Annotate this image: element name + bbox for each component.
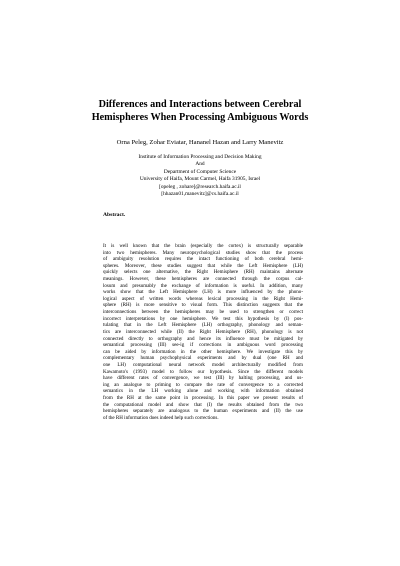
abstract-line: from the RH at the same point in processing. In this paper we present results of (103, 395, 303, 402)
abstract-line: tics are interconnected while (II) the Right Hemisphere (RH), phonology is not (103, 328, 303, 335)
abstract-line: quickly selects one alternative, the Right Hemisphere (RH) maintains alternate (103, 269, 303, 276)
abstract-line: incorrect interpretations by one hemisphere. We test this hypothesis by (I) pos- (103, 315, 303, 322)
affiliation-line: And (195, 161, 205, 168)
abstract-line: sphere (RH) is more sensitive to visual form. This distinction suggests that the (103, 302, 303, 309)
abstract-line: logical aspect of written words whereas lexical processing in the Right Hemi- (103, 295, 303, 302)
abstract-line: into two hemispheres. Many neuropsychological studies show that the process (103, 249, 303, 256)
abstract-line: ing an analogue to priming to compare the rate of convergence to a corrected (103, 381, 303, 388)
affiliation-line: Institute of Information Processing and Decision Making (138, 154, 262, 160)
abstract-line: It is well known that the brain (especially the cortex) is structurally separable (103, 243, 303, 249)
abstract-line: of the RH information does indeed help such corrections. (103, 414, 219, 421)
abstract-heading: Abstract. (103, 212, 126, 218)
abstract-line: the computational model and show that (I) the results obtained from the two (103, 401, 303, 408)
abstract-line: tulating that in the Left Hemisphere (LH) orthography, phonology and seman- (103, 322, 303, 329)
abstract-line: works show that the Left Hemisphere (LH) is more influenced by the phono- (103, 289, 303, 296)
abstract-line: complementary human psychophysical experiments and by dual (one RH and (103, 355, 303, 362)
title-line-1: Differences and Interactions between Cerebral (98, 99, 302, 110)
author-list: Orna Peleg, Zohar Eviatar, Hananel Hazan and Larry Manevitz (116, 139, 284, 146)
email-line: [opeleg , zohare]@research.haifa.ac.il (159, 183, 241, 190)
abstract-line: have different rates of convergence, we test (III) by halting processing, and us- (103, 375, 303, 382)
abstract-line: one LH) computational neural network model architecturally modified from (103, 361, 303, 368)
abstract-line: Kawamoto's (1993) model to follow our hypothesis. Since the different models (103, 368, 303, 375)
abstract-line: can be aided by information in the other hemisphere. We investigate this by (103, 348, 303, 355)
abstract-line: connected directly to orthography and hence its influence must be mitigated by (103, 335, 303, 342)
abstract-line: interconnections between the hemispheres may be used to strengthen or correct (103, 309, 303, 316)
paper-title (60, 98, 340, 124)
affiliation-line: Department of Computer Science (163, 168, 237, 175)
abstract-line: of ambiguity resolution requires the intact functioning of both cerebral hemi- (103, 256, 303, 263)
affiliation-line: University of Haifa, Mount Carmel, Haifa 31905, Israel (139, 176, 261, 183)
email-line: [hhazan01,manevitz]@cs.haifa.ac.il (161, 191, 239, 198)
affiliation-block (80, 154, 320, 198)
abstract-line: hemispheres separately are analogous to the human experiments and (II) the use (103, 408, 303, 415)
abstract-line: spheres. Moreover, these studies suggest that while the Left Hemisphere (LH) (103, 262, 303, 269)
abstract-body (103, 243, 303, 421)
abstract-line: losum and presumably the exchange of information is useful. In addition, many (103, 282, 303, 289)
abstract-line: semantical processing (III) see-ig if corrections in ambiguous word processing (103, 342, 303, 349)
title-line-2: Hemispheres When Processing Ambiguous Words (91, 112, 309, 123)
abstract-line: meanings. However, these hemispheres are connected through the corpus cal- (103, 276, 303, 283)
abstract-line: semantics in the LH working alone and working with information obtained (103, 388, 303, 395)
